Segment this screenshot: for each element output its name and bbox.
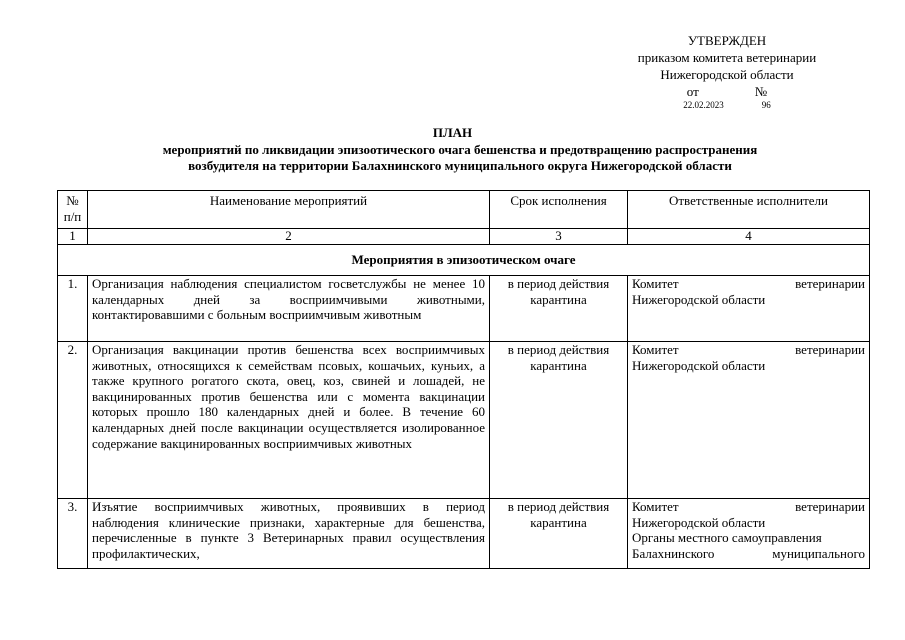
approval-date-number (596, 100, 858, 111)
approval-number: 96 (761, 100, 771, 110)
table-index-row (58, 229, 870, 245)
row-name: Организация вакцинации против бешенства всех восприимчивых животных, относящихся к семействам псовых, кошачьих, куньих, а также крупного рогатого скота, овец, коз, свиней и лошадей, не вакцинированных против бешенства или с момента вакцинации которых прошло 180 календарных дней и более. В течение 60 календарных дней после вакцинации осуществляется изолированное содержание вакцинированных восприимчивых животных (88, 342, 490, 499)
row-responsible (628, 499, 870, 569)
responsible-line: Нижегородской области (632, 357, 766, 373)
header-term: Срок исполнения (490, 191, 628, 229)
responsible-line: Органы местного самоуправления (632, 530, 822, 546)
responsible-word: ветеринарии (795, 342, 865, 357)
responsible-line (632, 342, 865, 358)
row-responsible (628, 342, 870, 499)
header-num: № п/п (58, 191, 88, 229)
responsible-line (632, 546, 865, 562)
table-row (58, 276, 870, 342)
row-term: в период действия карантина (490, 342, 628, 499)
row-responsible (628, 276, 870, 342)
table-header-row (58, 191, 870, 229)
row-name: Организация наблюдения специалистом госветслужбы не менее 10 календарных дней за восприимчивыми животными, контактировавшими с больным восприимчивым животным (88, 276, 490, 342)
responsible-line (632, 276, 865, 292)
approval-date: 22.02.2023 (683, 100, 724, 110)
responsible-line (632, 499, 865, 515)
responsible-word: Комитет (632, 276, 679, 291)
approval-from-label: от (686, 84, 699, 99)
plan-subtitle-line-1: мероприятий по ликвидации эпизоотического очага бешенства и предотвращению распространения (162, 142, 758, 157)
index-cell: 1 (58, 229, 88, 245)
approval-stamp (596, 32, 858, 111)
table-section-row (58, 245, 870, 276)
section-title: Мероприятия в эпизоотическом очаге (58, 245, 870, 276)
row-num: 3. (58, 499, 88, 569)
approval-order-line: приказом комитета ветеринарии (637, 50, 817, 65)
index-cell: 3 (490, 229, 628, 245)
responsible-word: ветеринарии (795, 499, 865, 514)
plan-subtitle (100, 142, 820, 174)
approval-from-number (596, 83, 858, 100)
responsible-line: Нижегородской области (632, 291, 766, 307)
approval-region-line: Нижегородской области (660, 67, 794, 82)
responsible-word: Комитет (632, 342, 679, 357)
responsible-word: Балахнинского (632, 545, 715, 561)
row-num: 1. (58, 276, 88, 342)
responsible-word: муниципального (772, 545, 865, 561)
responsible-word: Комитет (632, 499, 679, 514)
row-name: Изъятие восприимчивых животных, проявивших в период наблюдения клинические признаки, характерные для бешенства, перечисленные в пункте 3 Ветеринарных правил осуществления профилактических, (88, 499, 490, 569)
approval-title: УТВЕРЖДЕН (687, 33, 767, 48)
plan-table (57, 190, 870, 569)
header-responsible: Ответственные исполнители (628, 191, 870, 229)
row-term: в период действия карантина (490, 276, 628, 342)
responsible-line: Нижегородской области (632, 514, 766, 530)
header-name: Наименование мероприятий (88, 191, 490, 229)
row-num: 2. (58, 342, 88, 499)
table-row (58, 342, 870, 499)
index-cell: 4 (628, 229, 870, 245)
responsible-word: ветеринарии (795, 276, 865, 291)
index-cell: 2 (88, 229, 490, 245)
approval-number-label: № (754, 84, 768, 99)
plan-subtitle-line-2: возбудителя на территории Балахнинского муниципального округа Нижегородской области (188, 158, 732, 173)
plan-title: ПЛАН (432, 125, 473, 140)
row-term: в период действия карантина (490, 499, 628, 569)
table-row (58, 499, 870, 569)
